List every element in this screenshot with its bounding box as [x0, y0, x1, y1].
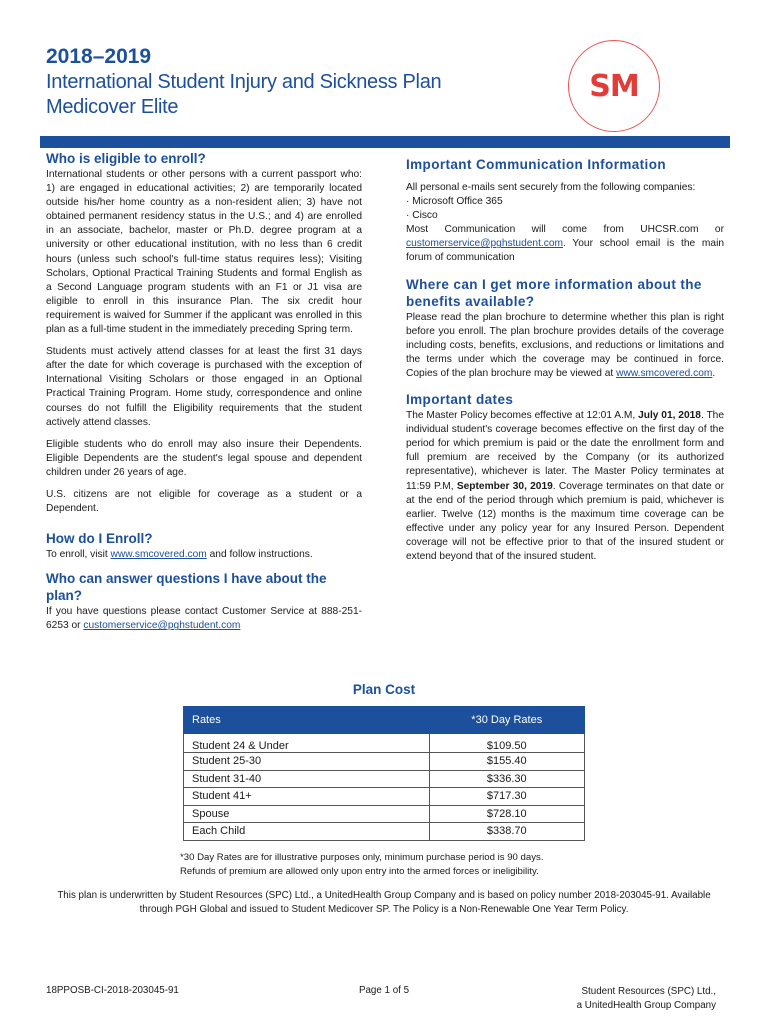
rates-footnote	[180, 851, 640, 878]
more-info-heading: Where can I get more information about the benefits available?	[406, 276, 702, 309]
underwriting-statement: This plan is underwritten by Student Resources (SPC) Ltd., a UnitedHealth Group Company and is based on policy number 2018-203045-91. Available through PGH Global and issued to Student Medicover SP. The Policy is a Non-Renewable One Year Term Policy.	[57, 890, 711, 916]
rate-value: $155.40	[429, 753, 584, 771]
communication-item-office365: · Microsoft Office 365	[406, 196, 503, 208]
eligible-heading: Who is eligible to enroll?	[46, 151, 206, 166]
plan-name: Medicover Elite	[46, 96, 179, 118]
document-header	[46, 44, 566, 120]
rates-header-row	[184, 707, 585, 734]
thirty-day-rates-column-header: *30 Day Rates	[429, 707, 584, 734]
footer-company-line-1: Student Resources (SPC) Ltd.,	[581, 986, 716, 997]
enroll-paragraph	[46, 548, 362, 562]
logo-text: SM	[589, 68, 639, 104]
plan-cost-title: Plan Cost	[352, 682, 416, 697]
footer-company	[577, 985, 716, 1013]
communication-paragraph	[406, 223, 724, 265]
customer-service-email-link[interactable]: customerservice@pghstudent.com	[83, 620, 241, 632]
communication-email-link[interactable]: customerservice@pghstudent.com	[406, 238, 563, 250]
enroll-text-end: and follow instructions.	[206, 549, 313, 561]
table-row	[184, 788, 585, 806]
rate-label: Spouse	[184, 805, 430, 823]
rate-value: $717.30	[429, 788, 584, 806]
end-date: September 30, 2019	[456, 480, 553, 492]
questions-heading: Who can answer questions I have about the plan?	[46, 571, 327, 604]
important-dates-heading: Important dates	[406, 392, 514, 408]
dates-text-e: . Coverage terminates on that date or at the end of the period through which premium is paid, whichever is earlier. Twelve (12) months is the maximum time coverage can be effective under any policy year for any Insured Person. Dependent coverage will not be effective prior to that of the insured student or extend beyond that of the insured student.	[406, 480, 724, 562]
eligible-paragraph-3: Eligible students who do enroll may also insure their Dependents. Eligible Dependents are the student's legal spouse and dependent children under 26 years of age.	[46, 438, 362, 478]
eligible-paragraph-2: Students must actively attend classes for at least the first 31 days after the date for which coverage is purchased with the exception of International Visiting Scholars or those engaged in an Optional Practical Training Program. Home study, correspondence and online courses do not fulfill the Eligibility requirements that the student actively attend classes.	[46, 346, 362, 428]
communication-intro: All personal e-mails sent securely from the following companies:	[406, 182, 696, 193]
page-number: Page 1 of 5	[358, 985, 410, 996]
eligible-paragraph-4: U.S. citizens are not eligible for coverage as a student or a Dependent.	[46, 488, 362, 515]
rate-value: $336.30	[429, 770, 584, 788]
more-info-text: Please read the plan brochure to determine whether this plan is right before you enroll. The plan brochure provides details of the coverage including costs, benefits, exclusions, and reductions or limitations and the terms under which the coverage may be continued in force. Copies of the plan brochure may be viewed at	[406, 311, 724, 379]
rate-label: Student 41+	[184, 788, 430, 806]
rate-value: $338.70	[429, 823, 584, 841]
dates-text-c: . The individual student's coverage becomes effective on the first day of the period for which premium is paid or the date the enrollment form and full premium are received by the Company (or its authorized representative), whichever is later. The Master Policy terminates at 11:59 P.M,	[406, 410, 725, 492]
table-row	[184, 805, 585, 823]
start-date: July 01, 2018	[638, 410, 701, 422]
rate-label: Each Child	[184, 823, 430, 841]
table-row	[184, 753, 585, 771]
communication-text: Most Communication will come from UHCSR.com or	[406, 224, 724, 236]
rate-label: Student 25-30	[184, 753, 430, 771]
more-info-paragraph	[406, 311, 724, 381]
rate-label: Student 24 & Under	[184, 734, 430, 753]
rates-table	[183, 706, 585, 841]
communication-text-end: . Your school email is the main forum of communication	[406, 238, 724, 264]
document-title: International Student Injury and Sickness Plan	[46, 71, 442, 93]
enroll-heading: How do I Enroll?	[46, 531, 153, 547]
eligible-paragraph-1: International students or other persons with a current passport who: 1) are engaged in educational activities; 2) are temporarily located outside his/her home country as a non-resident alien; 3) have not obtained permanent residency status in the U.S.; and 4) are enrolled in an associate, bachelor, master or Ph.D. degree program at a university or other educational institution, with no less than 6 credit hours (unless such school's full-time status requires less); Visiting Scholars, Optional Practical Training Students and formal English as a Second Language program students with an F1 or J1 visa are eligible to enroll in this insurance Plan. The six credit hour requirement is waived for Summer if the applicant was enrolled in this plan as a full-time student in the immediately preceding Spring term.	[46, 169, 362, 336]
important-dates-paragraph	[406, 409, 724, 564]
rates-column-header: Rates	[184, 707, 430, 734]
rate-label: Student 31-40	[184, 770, 430, 788]
brochure-link[interactable]: www.smcovered.com	[616, 367, 713, 379]
rate-value: $109.50	[429, 734, 584, 753]
rates-footnote-line-2: Refunds of premium are allowed only upon entry into the armed forces or ineligibility.	[180, 865, 539, 877]
questions-paragraph	[46, 605, 362, 633]
table-row	[184, 770, 585, 788]
rate-value: $728.10	[429, 805, 584, 823]
questions-text: If you have questions please contact Customer Service at 888-251-6253 or	[46, 606, 362, 632]
plan-year: 2018–2019	[46, 45, 152, 68]
footer-company-line-2: a UnitedHealth Group Company	[576, 1000, 716, 1011]
dates-text-a: The Master Policy becomes effective at 12:01 A.M,	[406, 410, 639, 422]
communication-heading: Important Communication Information	[406, 157, 666, 172]
communication-item-cisco: · Cisco	[406, 210, 438, 222]
smcovered-link[interactable]: www.smcovered.com	[110, 549, 207, 561]
more-info-text-end: .	[712, 367, 716, 379]
rates-footnote-line-1: *30 Day Rates are for illustrative purposes only, minimum purchase period is 90 days.	[180, 852, 544, 863]
right-column	[406, 156, 724, 572]
table-row	[184, 823, 585, 841]
left-column	[46, 150, 362, 641]
sm-logo	[568, 40, 660, 132]
table-row	[184, 734, 585, 753]
enroll-text: To enroll, visit	[46, 549, 111, 561]
document-code: 18PPOSB-CI-2018-203045-91	[46, 985, 179, 996]
header-rule	[40, 136, 730, 148]
